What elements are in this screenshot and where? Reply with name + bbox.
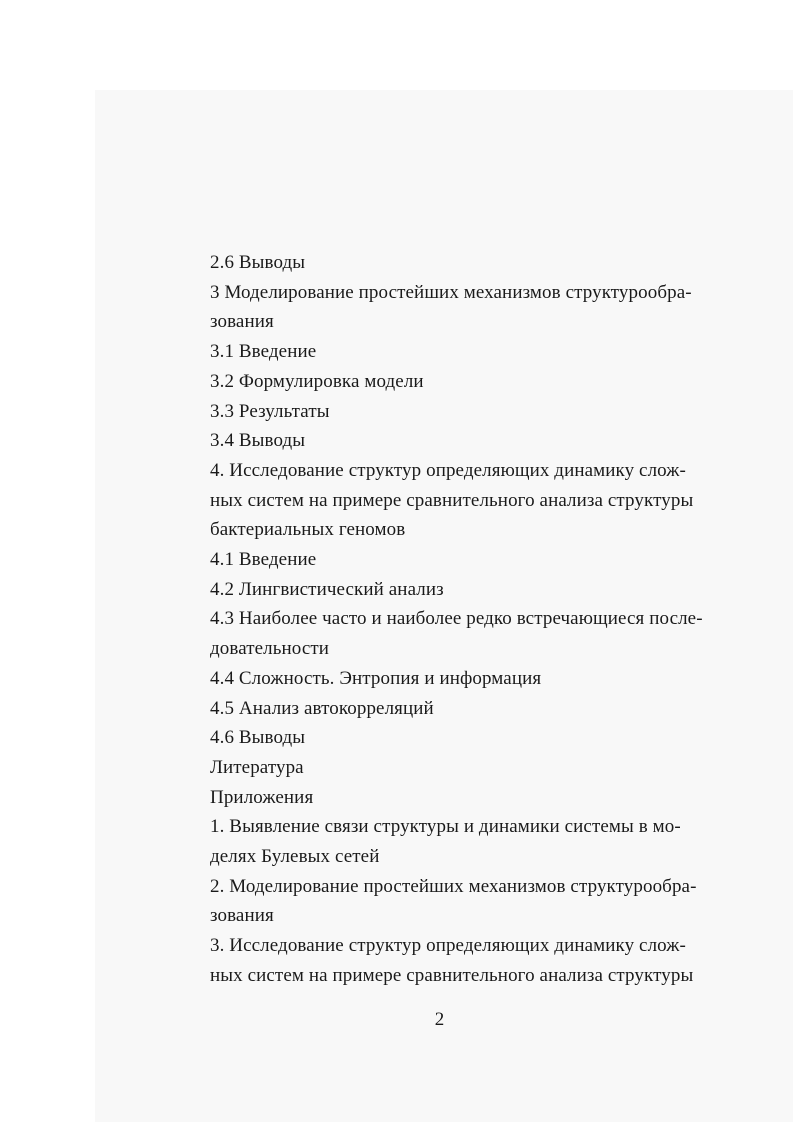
toc-line: 2.6 Выводы bbox=[210, 252, 306, 273]
toc-line: 3. Исследование структур определяющих динамику слож- bbox=[210, 935, 686, 957]
toc-line: зования bbox=[210, 905, 274, 927]
toc-line: бактериальных геномов bbox=[210, 519, 406, 541]
toc-line: зования bbox=[210, 311, 274, 333]
toc-line: 4.4 Сложность. Энтропия и информация bbox=[210, 667, 542, 689]
toc-line: ных систем на примере сравнительного анализа структуры bbox=[210, 489, 694, 511]
toc-line: делях Булевых сетей bbox=[210, 846, 380, 868]
toc-line: 2. Моделирование простейших механизмов структурообра- bbox=[210, 875, 697, 897]
toc-line: Приложения bbox=[210, 786, 314, 808]
toc-line: 4.2 Лингвистический анализ bbox=[210, 578, 444, 600]
toc-line: 4. Исследование структур определяющих динамику слож- bbox=[210, 459, 686, 481]
toc-line: 3.2 Формулировка модели bbox=[210, 370, 424, 392]
toc-line: Литература bbox=[210, 756, 304, 778]
page-number: 2 bbox=[434, 1009, 445, 1030]
toc-line: 4.1 Введение bbox=[210, 549, 317, 571]
toc-line: 4.3 Наиболее часто и наиболее редко встречающиеся после- bbox=[210, 608, 703, 630]
toc-line: 3.1 Введение bbox=[210, 341, 317, 363]
toc-line: 3.3 Результаты bbox=[210, 400, 330, 422]
toc-line: 4.5 Анализ автокорреляций bbox=[210, 697, 434, 719]
toc-line: 3 Моделирование простейших механизмов структурообра- bbox=[210, 281, 692, 303]
toc-line: довательности bbox=[210, 638, 330, 660]
toc-line: 4.6 Выводы bbox=[210, 727, 306, 749]
toc-line: ных систем на примере сравнительного анализа структуры bbox=[210, 964, 694, 986]
toc-line: 1. Выявление связи структуры и динамики системы в мо- bbox=[210, 816, 681, 838]
toc-line: 3.4 Выводы bbox=[210, 430, 306, 452]
table-of-contents bbox=[210, 248, 710, 991]
